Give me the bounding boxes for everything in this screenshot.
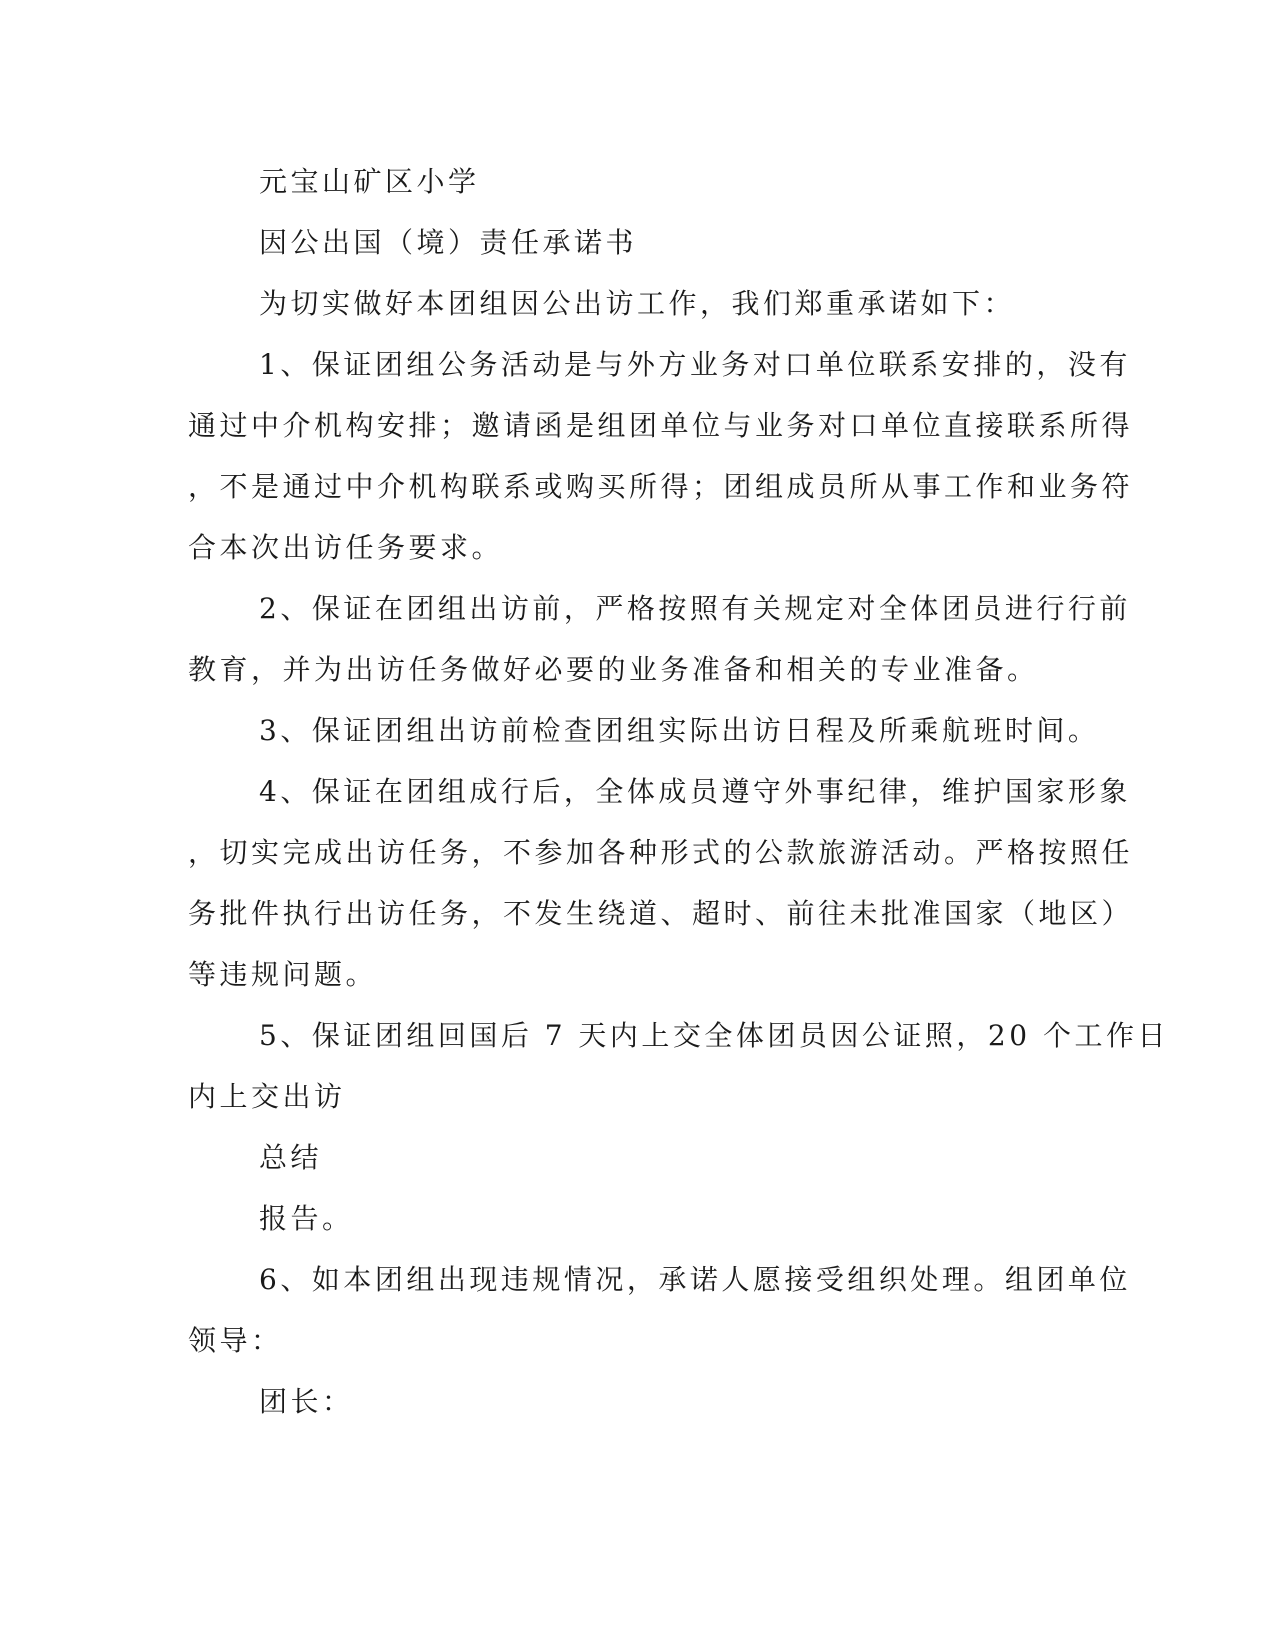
item-2-line-2: 教育，并为出访任务做好必要的业务准备和相关的专业准备。 [188,653,1039,686]
item-4-line-3: 务批件执行出访任务，不发生绕道、超时、前往未批准国家（地区） [188,897,1134,930]
item-4-line-4: 等违规问题。 [188,958,378,991]
item-1-line-2: 通过中介机构安排；邀请函是组团单位与业务对口单位直接联系所得 [188,409,1134,442]
item-1-line-3: ，不是通过中介机构联系或购买所得；团组成员所从事工作和业务符 [188,470,1134,503]
item-5-line-1: 5、保证团组回国后 7 天内上交全体团员因公证照，20 个工作日 [259,1019,1169,1052]
item-4-line-1: 4、保证在团组成行后，全体成员遵守外事纪律，维护国家形象 [259,775,1131,808]
document-body [188,162,1169,1443]
item-6-line-2: 领导： [188,1324,283,1357]
item-4-line-2: ，切实完成出访任务，不参加各种形式的公款旅游活动。严格按照任 [188,836,1134,869]
summary-line: 总结 [259,1141,323,1174]
document-title: 因公出国（境）责任承诺书 [259,226,638,259]
intro-paragraph: 为切实做好本团组因公出访工作，我们郑重承诺如下： [259,287,1016,320]
school-name: 元宝山矿区小学 [259,165,480,198]
leader-signature-label: 团长： [259,1385,354,1418]
item-3-line-1: 3、保证团组出访前检查团组实际出访日程及所乘航班时间。 [259,714,1100,747]
item-1-line-1: 1、保证团组公务活动是与外方业务对口单位联系安排的，没有 [259,348,1131,381]
report-line: 报告。 [259,1202,354,1235]
item-2-line-1: 2、保证在团组出访前，严格按照有关规定对全体团员进行行前 [259,592,1131,625]
item-5-line-2: 内上交出访 [188,1080,346,1113]
item-1-line-4: 合本次出访任务要求。 [188,531,504,564]
item-6-line-1: 6、如本团组出现违规情况，承诺人愿接受组织处理。组团单位 [259,1263,1131,1296]
